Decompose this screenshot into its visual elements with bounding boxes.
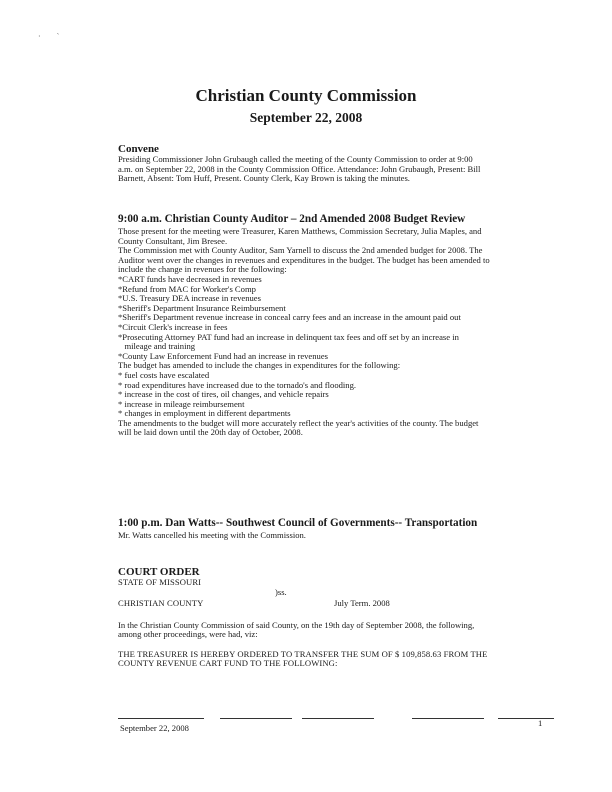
signature-line bbox=[220, 718, 292, 719]
section-court-order bbox=[118, 566, 558, 669]
auditor-closing-line: The amendments to the budget will more accurately reflect the year's activities of the county. The budget bbox=[118, 417, 479, 428]
signature-line bbox=[118, 718, 204, 719]
convene-heading: Convene bbox=[118, 143, 159, 155]
watts-heading: 1:00 p.m. Dan Watts-- Southwest Council of Governments-- Transportation bbox=[118, 517, 478, 529]
expenditure-intro: The budget has amended to include the changes in expenditures for the following: bbox=[118, 360, 401, 371]
auditor-intro-line: The Commission met with County Auditor, Sam Yarnell to discuss the 2nd amended budget for 2008. The bbox=[118, 245, 483, 256]
auditor-intro-line: Those present for the meeting were Treasurer, Karen Matthews, Commission Secretary, Julia Maples, and bbox=[118, 226, 482, 236]
watts-line: Mr. Watts cancelled his meeting with the Commission. bbox=[118, 530, 306, 540]
convene-line: a.m. on September 22, 2008 in the County Commission Office. Attendance: John Grubaugh, Present: Bill bbox=[118, 163, 481, 174]
expenditure-item: * increase in the cost of tires, oil changes, and vehicle repairs bbox=[118, 389, 329, 400]
court-order-county-row bbox=[118, 599, 558, 609]
court-order-state: STATE OF MISSOURI bbox=[118, 577, 202, 587]
revenue-item: *U.S. Treasury DEA increase in revenues bbox=[118, 293, 261, 304]
footer bbox=[118, 718, 558, 738]
court-order-directive-line: THE TREASURER IS HEREBY ORDERED TO TRANSFER THE SUM OF $ 109,858.63 FROM THE bbox=[118, 648, 488, 659]
revenue-item: *County Law Enforcement Fund had an increase in revenues bbox=[118, 350, 329, 361]
revenue-item: mileage and training bbox=[118, 341, 196, 352]
auditor-closing-line: will be laid down until the 20th day of October, 2008. bbox=[118, 427, 303, 438]
expenditure-item: * road expenditures have increased due to the tornado's and flooding. bbox=[118, 379, 357, 390]
court-order-ss-row bbox=[118, 588, 558, 599]
auditor-intro-line: Auditor went over the changes in revenues and expenditures in the budget. The budget has been amended to bbox=[118, 254, 490, 265]
expenditure-item: * fuel costs have escalated bbox=[118, 369, 210, 380]
court-order-heading: COURT ORDER bbox=[118, 566, 200, 578]
footer-date: September 22, 2008 bbox=[120, 723, 189, 733]
court-order-paragraph-line: In the Christian County Commission of said County, on the 19th day of September 2008, the following, bbox=[118, 619, 475, 630]
revenue-item: *Prosecuting Attorney PAT fund had an increase in delinquent tax fees and off set by an increase in bbox=[118, 331, 459, 342]
court-order-county: CHRISTIAN COUNTY bbox=[118, 597, 204, 608]
expenditure-item: * increase in mileage reimbursement bbox=[118, 398, 245, 409]
auditor-intro-line: include the change in revenues for the following: bbox=[118, 264, 287, 275]
signature-line bbox=[498, 718, 554, 719]
court-order-term: July Term. 2008 bbox=[334, 597, 390, 608]
court-order-directive-line: COUNTY REVENUE CART FUND TO THE FOLLOWING: bbox=[118, 658, 338, 669]
court-order-paragraph-line: among other proceedings, were had, viz: bbox=[118, 629, 258, 640]
auditor-heading: 9:00 a.m. Christian County Auditor – 2nd Amended 2008 Budget Review bbox=[118, 213, 466, 225]
page-title: Christian County Commission bbox=[195, 86, 417, 105]
page-number: 1 bbox=[538, 718, 543, 728]
revenue-item: *Sheriff's Department Insurance Reimbursement bbox=[118, 302, 286, 313]
signature-line bbox=[302, 718, 374, 719]
revenue-item: *Refund from MAC for Worker's Comp bbox=[118, 283, 256, 294]
revenue-item: *Sheriff's Department revenue increase in conceal carry fees and an increase in the amount paid out bbox=[118, 312, 461, 323]
court-order-ss: )ss. bbox=[275, 586, 287, 597]
auditor-intro-line: County Consultant, Jim Bresee. bbox=[118, 235, 228, 246]
section-watts bbox=[118, 517, 558, 541]
signature-line bbox=[412, 718, 484, 719]
page-date: September 22, 2008 bbox=[249, 110, 363, 125]
expenditure-item: * changes in employment in different departments bbox=[118, 408, 291, 419]
section-convene bbox=[118, 143, 558, 184]
section-auditor bbox=[118, 213, 558, 438]
convene-line: Barnett, Absent: Tom Huff, Present. County Clerk, Kay Brown is taking the minutes. bbox=[118, 173, 410, 184]
convene-line: Presiding Commissioner John Grubaugh called the meeting of the County Commission to order at 9:00 bbox=[118, 154, 473, 164]
revenue-item: *Circuit Clerk's increase in fees bbox=[118, 321, 228, 332]
revenue-item: *CART funds have decreased in revenues bbox=[118, 273, 262, 284]
scan-specks: · ` bbox=[38, 32, 60, 41]
